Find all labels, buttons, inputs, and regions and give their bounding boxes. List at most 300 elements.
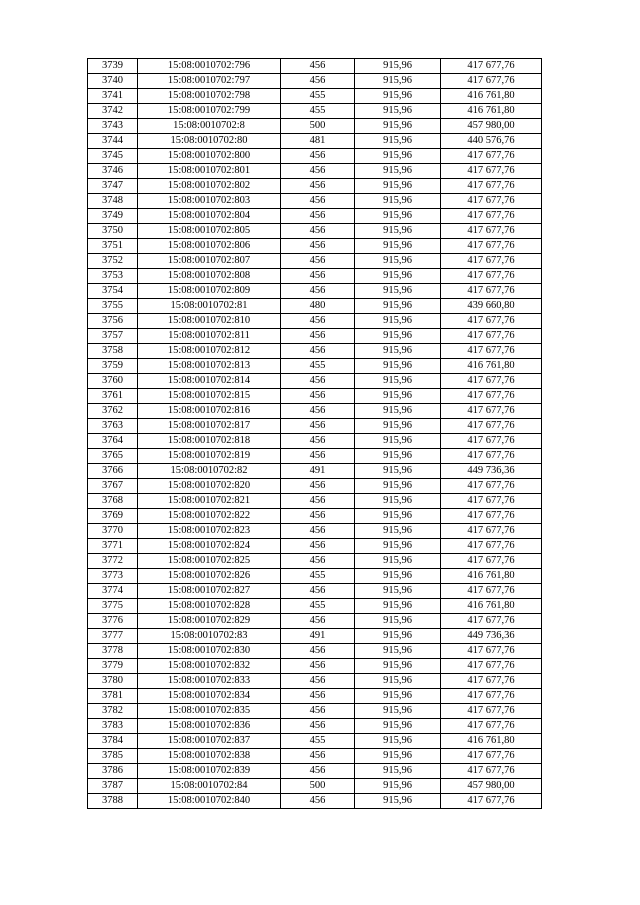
area-cell: 456 bbox=[281, 284, 355, 299]
value-cell: 417 677,76 bbox=[441, 224, 542, 239]
table-row bbox=[88, 794, 542, 809]
rate-cell: 915,96 bbox=[355, 359, 441, 374]
rate-cell: 915,96 bbox=[355, 104, 441, 119]
cadastral-number-cell: 15:08:0010702:80 bbox=[138, 134, 281, 149]
value-cell: 416 761,80 bbox=[441, 104, 542, 119]
cadastral-number-cell: 15:08:0010702:823 bbox=[138, 524, 281, 539]
value-cell: 417 677,76 bbox=[441, 584, 542, 599]
area-cell: 455 bbox=[281, 734, 355, 749]
cadastral-number-cell: 15:08:0010702:817 bbox=[138, 419, 281, 434]
cadastral-number-cell: 15:08:0010702:82 bbox=[138, 464, 281, 479]
table-row bbox=[88, 554, 542, 569]
row-number-cell: 3761 bbox=[88, 389, 138, 404]
value-cell: 416 761,80 bbox=[441, 89, 542, 104]
area-cell: 481 bbox=[281, 134, 355, 149]
table-row bbox=[88, 749, 542, 764]
rate-cell: 915,96 bbox=[355, 644, 441, 659]
area-cell: 480 bbox=[281, 299, 355, 314]
area-cell: 456 bbox=[281, 719, 355, 734]
rate-cell: 915,96 bbox=[355, 509, 441, 524]
cadastral-number-cell: 15:08:0010702:803 bbox=[138, 194, 281, 209]
row-number-cell: 3756 bbox=[88, 314, 138, 329]
cadastral-number-cell: 15:08:0010702:812 bbox=[138, 344, 281, 359]
cadastral-number-cell: 15:08:0010702:805 bbox=[138, 224, 281, 239]
row-number-cell: 3769 bbox=[88, 509, 138, 524]
row-number-cell: 3748 bbox=[88, 194, 138, 209]
cadastral-number-cell: 15:08:0010702:806 bbox=[138, 239, 281, 254]
row-number-cell: 3745 bbox=[88, 149, 138, 164]
area-cell: 456 bbox=[281, 314, 355, 329]
cadastral-number-cell: 15:08:0010702:81 bbox=[138, 299, 281, 314]
area-cell: 456 bbox=[281, 329, 355, 344]
table-row bbox=[88, 629, 542, 644]
rate-cell: 915,96 bbox=[355, 194, 441, 209]
area-cell: 455 bbox=[281, 359, 355, 374]
cadastral-number-cell: 15:08:0010702:832 bbox=[138, 659, 281, 674]
value-cell: 417 677,76 bbox=[441, 554, 542, 569]
value-cell: 417 677,76 bbox=[441, 164, 542, 179]
rate-cell: 915,96 bbox=[355, 74, 441, 89]
rate-cell: 915,96 bbox=[355, 374, 441, 389]
table-row bbox=[88, 104, 542, 119]
value-cell: 417 677,76 bbox=[441, 209, 542, 224]
area-cell: 455 bbox=[281, 89, 355, 104]
cadastral-number-cell: 15:08:0010702:814 bbox=[138, 374, 281, 389]
value-cell: 417 677,76 bbox=[441, 254, 542, 269]
area-cell: 491 bbox=[281, 464, 355, 479]
cadastral-number-cell: 15:08:0010702:836 bbox=[138, 719, 281, 734]
row-number-cell: 3739 bbox=[88, 59, 138, 74]
rate-cell: 915,96 bbox=[355, 389, 441, 404]
table-row bbox=[88, 509, 542, 524]
table-row bbox=[88, 479, 542, 494]
cadastral-number-cell: 15:08:0010702:813 bbox=[138, 359, 281, 374]
table-row bbox=[88, 614, 542, 629]
area-cell: 456 bbox=[281, 479, 355, 494]
value-cell: 417 677,76 bbox=[441, 404, 542, 419]
cadastral-number-cell: 15:08:0010702:810 bbox=[138, 314, 281, 329]
area-cell: 456 bbox=[281, 239, 355, 254]
cadastral-number-cell: 15:08:0010702:824 bbox=[138, 539, 281, 554]
value-cell: 417 677,76 bbox=[441, 509, 542, 524]
area-cell: 456 bbox=[281, 389, 355, 404]
table-row bbox=[88, 764, 542, 779]
rate-cell: 915,96 bbox=[355, 794, 441, 809]
rate-cell: 915,96 bbox=[355, 464, 441, 479]
value-cell: 417 677,76 bbox=[441, 269, 542, 284]
rate-cell: 915,96 bbox=[355, 269, 441, 284]
value-cell: 417 677,76 bbox=[441, 479, 542, 494]
table-row bbox=[88, 449, 542, 464]
table-row bbox=[88, 434, 542, 449]
rate-cell: 915,96 bbox=[355, 449, 441, 464]
row-number-cell: 3771 bbox=[88, 539, 138, 554]
table-body bbox=[88, 59, 542, 809]
value-cell: 416 761,80 bbox=[441, 734, 542, 749]
rate-cell: 915,96 bbox=[355, 524, 441, 539]
area-cell: 456 bbox=[281, 584, 355, 599]
area-cell: 456 bbox=[281, 524, 355, 539]
cadastral-number-cell: 15:08:0010702:808 bbox=[138, 269, 281, 284]
table-row bbox=[88, 389, 542, 404]
cadastral-number-cell: 15:08:0010702:801 bbox=[138, 164, 281, 179]
table-row bbox=[88, 524, 542, 539]
row-number-cell: 3776 bbox=[88, 614, 138, 629]
cadastral-number-cell: 15:08:0010702:796 bbox=[138, 59, 281, 74]
rate-cell: 915,96 bbox=[355, 404, 441, 419]
rate-cell: 915,96 bbox=[355, 584, 441, 599]
area-cell: 456 bbox=[281, 794, 355, 809]
table-row bbox=[88, 299, 542, 314]
cadastral-number-cell: 15:08:0010702:799 bbox=[138, 104, 281, 119]
row-number-cell: 3777 bbox=[88, 629, 138, 644]
row-number-cell: 3784 bbox=[88, 734, 138, 749]
cadastral-number-cell: 15:08:0010702:821 bbox=[138, 494, 281, 509]
area-cell: 455 bbox=[281, 599, 355, 614]
value-cell: 417 677,76 bbox=[441, 749, 542, 764]
table-row bbox=[88, 569, 542, 584]
area-cell: 456 bbox=[281, 539, 355, 554]
value-cell: 417 677,76 bbox=[441, 314, 542, 329]
rate-cell: 915,96 bbox=[355, 479, 441, 494]
area-cell: 456 bbox=[281, 749, 355, 764]
table-row bbox=[88, 404, 542, 419]
area-cell: 456 bbox=[281, 254, 355, 269]
value-cell: 417 677,76 bbox=[441, 389, 542, 404]
cadastral-number-cell: 15:08:0010702:8 bbox=[138, 119, 281, 134]
cadastral-number-cell: 15:08:0010702:804 bbox=[138, 209, 281, 224]
area-cell: 456 bbox=[281, 194, 355, 209]
rate-cell: 915,96 bbox=[355, 254, 441, 269]
table-row bbox=[88, 599, 542, 614]
row-number-cell: 3749 bbox=[88, 209, 138, 224]
value-cell: 416 761,80 bbox=[441, 599, 542, 614]
area-cell: 456 bbox=[281, 644, 355, 659]
row-number-cell: 3772 bbox=[88, 554, 138, 569]
row-number-cell: 3783 bbox=[88, 719, 138, 734]
table-row bbox=[88, 644, 542, 659]
cadastral-number-cell: 15:08:0010702:815 bbox=[138, 389, 281, 404]
table-row bbox=[88, 269, 542, 284]
cadastral-number-cell: 15:08:0010702:829 bbox=[138, 614, 281, 629]
row-number-cell: 3764 bbox=[88, 434, 138, 449]
value-cell: 417 677,76 bbox=[441, 704, 542, 719]
rate-cell: 915,96 bbox=[355, 89, 441, 104]
table-row bbox=[88, 659, 542, 674]
area-cell: 456 bbox=[281, 74, 355, 89]
row-number-cell: 3744 bbox=[88, 134, 138, 149]
row-number-cell: 3757 bbox=[88, 329, 138, 344]
table-row bbox=[88, 539, 542, 554]
cadastral-number-cell: 15:08:0010702:835 bbox=[138, 704, 281, 719]
area-cell: 456 bbox=[281, 674, 355, 689]
cadastral-number-cell: 15:08:0010702:83 bbox=[138, 629, 281, 644]
rate-cell: 915,96 bbox=[355, 704, 441, 719]
area-cell: 456 bbox=[281, 704, 355, 719]
row-number-cell: 3768 bbox=[88, 494, 138, 509]
rate-cell: 915,96 bbox=[355, 59, 441, 74]
area-cell: 491 bbox=[281, 629, 355, 644]
table-row bbox=[88, 59, 542, 74]
cadastral-number-cell: 15:08:0010702:837 bbox=[138, 734, 281, 749]
table-row bbox=[88, 89, 542, 104]
row-number-cell: 3762 bbox=[88, 404, 138, 419]
row-number-cell: 3766 bbox=[88, 464, 138, 479]
value-cell: 457 980,00 bbox=[441, 119, 542, 134]
cadastral-number-cell: 15:08:0010702:838 bbox=[138, 749, 281, 764]
row-number-cell: 3741 bbox=[88, 89, 138, 104]
row-number-cell: 3760 bbox=[88, 374, 138, 389]
value-cell: 417 677,76 bbox=[441, 614, 542, 629]
table-row bbox=[88, 779, 542, 794]
rate-cell: 915,96 bbox=[355, 764, 441, 779]
table-row bbox=[88, 359, 542, 374]
area-cell: 456 bbox=[281, 614, 355, 629]
cadastral-number-cell: 15:08:0010702:800 bbox=[138, 149, 281, 164]
row-number-cell: 3781 bbox=[88, 689, 138, 704]
rate-cell: 915,96 bbox=[355, 179, 441, 194]
table-row bbox=[88, 704, 542, 719]
row-number-cell: 3774 bbox=[88, 584, 138, 599]
cadastral-number-cell: 15:08:0010702:840 bbox=[138, 794, 281, 809]
area-cell: 456 bbox=[281, 59, 355, 74]
table-row bbox=[88, 119, 542, 134]
value-cell: 416 761,80 bbox=[441, 359, 542, 374]
value-cell: 417 677,76 bbox=[441, 539, 542, 554]
table-row bbox=[88, 239, 542, 254]
value-cell: 417 677,76 bbox=[441, 74, 542, 89]
row-number-cell: 3785 bbox=[88, 749, 138, 764]
table-row bbox=[88, 179, 542, 194]
table-row bbox=[88, 284, 542, 299]
cadastral-number-cell: 15:08:0010702:816 bbox=[138, 404, 281, 419]
area-cell: 456 bbox=[281, 509, 355, 524]
area-cell: 456 bbox=[281, 269, 355, 284]
table-row bbox=[88, 674, 542, 689]
rate-cell: 915,96 bbox=[355, 209, 441, 224]
area-cell: 456 bbox=[281, 224, 355, 239]
value-cell: 417 677,76 bbox=[441, 494, 542, 509]
row-number-cell: 3778 bbox=[88, 644, 138, 659]
row-number-cell: 3788 bbox=[88, 794, 138, 809]
area-cell: 456 bbox=[281, 419, 355, 434]
row-number-cell: 3743 bbox=[88, 119, 138, 134]
table-row bbox=[88, 419, 542, 434]
cadastral-number-cell: 15:08:0010702:797 bbox=[138, 74, 281, 89]
area-cell: 456 bbox=[281, 179, 355, 194]
value-cell: 417 677,76 bbox=[441, 434, 542, 449]
row-number-cell: 3773 bbox=[88, 569, 138, 584]
value-cell: 417 677,76 bbox=[441, 329, 542, 344]
area-cell: 500 bbox=[281, 779, 355, 794]
rate-cell: 915,96 bbox=[355, 569, 441, 584]
rate-cell: 915,96 bbox=[355, 599, 441, 614]
rate-cell: 915,96 bbox=[355, 164, 441, 179]
area-cell: 500 bbox=[281, 119, 355, 134]
value-cell: 449 736,36 bbox=[441, 629, 542, 644]
cadastral-number-cell: 15:08:0010702:798 bbox=[138, 89, 281, 104]
cadastral-number-cell: 15:08:0010702:820 bbox=[138, 479, 281, 494]
table-row bbox=[88, 464, 542, 479]
row-number-cell: 3758 bbox=[88, 344, 138, 359]
table-row bbox=[88, 719, 542, 734]
table-row bbox=[88, 254, 542, 269]
table-row bbox=[88, 74, 542, 89]
value-cell: 417 677,76 bbox=[441, 674, 542, 689]
table-row bbox=[88, 134, 542, 149]
table-row bbox=[88, 374, 542, 389]
rate-cell: 915,96 bbox=[355, 614, 441, 629]
area-cell: 456 bbox=[281, 164, 355, 179]
table-row bbox=[88, 584, 542, 599]
cadastral-number-cell: 15:08:0010702:834 bbox=[138, 689, 281, 704]
rate-cell: 915,96 bbox=[355, 344, 441, 359]
cadastral-number-cell: 15:08:0010702:833 bbox=[138, 674, 281, 689]
value-cell: 417 677,76 bbox=[441, 524, 542, 539]
value-cell: 417 677,76 bbox=[441, 659, 542, 674]
cadastral-number-cell: 15:08:0010702:811 bbox=[138, 329, 281, 344]
value-cell: 439 660,80 bbox=[441, 299, 542, 314]
row-number-cell: 3786 bbox=[88, 764, 138, 779]
value-cell: 417 677,76 bbox=[441, 689, 542, 704]
area-cell: 456 bbox=[281, 554, 355, 569]
cadastral-number-cell: 15:08:0010702:830 bbox=[138, 644, 281, 659]
cadastral-number-cell: 15:08:0010702:818 bbox=[138, 434, 281, 449]
rate-cell: 915,96 bbox=[355, 434, 441, 449]
table-row bbox=[88, 149, 542, 164]
cadastral-number-cell: 15:08:0010702:809 bbox=[138, 284, 281, 299]
row-number-cell: 3750 bbox=[88, 224, 138, 239]
row-number-cell: 3752 bbox=[88, 254, 138, 269]
row-number-cell: 3754 bbox=[88, 284, 138, 299]
cadastral-number-cell: 15:08:0010702:807 bbox=[138, 254, 281, 269]
rate-cell: 915,96 bbox=[355, 299, 441, 314]
value-cell: 417 677,76 bbox=[441, 644, 542, 659]
rate-cell: 915,96 bbox=[355, 119, 441, 134]
cadastral-number-cell: 15:08:0010702:827 bbox=[138, 584, 281, 599]
table-row bbox=[88, 164, 542, 179]
value-cell: 449 736,36 bbox=[441, 464, 542, 479]
value-cell: 417 677,76 bbox=[441, 419, 542, 434]
value-cell: 457 980,00 bbox=[441, 779, 542, 794]
rate-cell: 915,96 bbox=[355, 719, 441, 734]
cadastral-table bbox=[87, 58, 542, 809]
rate-cell: 915,96 bbox=[355, 224, 441, 239]
area-cell: 456 bbox=[281, 659, 355, 674]
rate-cell: 915,96 bbox=[355, 629, 441, 644]
rate-cell: 915,96 bbox=[355, 329, 441, 344]
area-cell: 456 bbox=[281, 344, 355, 359]
row-number-cell: 3775 bbox=[88, 599, 138, 614]
row-number-cell: 3740 bbox=[88, 74, 138, 89]
value-cell: 417 677,76 bbox=[441, 764, 542, 779]
value-cell: 417 677,76 bbox=[441, 179, 542, 194]
rate-cell: 915,96 bbox=[355, 494, 441, 509]
rate-cell: 915,96 bbox=[355, 659, 441, 674]
row-number-cell: 3765 bbox=[88, 449, 138, 464]
row-number-cell: 3782 bbox=[88, 704, 138, 719]
row-number-cell: 3747 bbox=[88, 179, 138, 194]
area-cell: 456 bbox=[281, 764, 355, 779]
value-cell: 417 677,76 bbox=[441, 59, 542, 74]
area-cell: 456 bbox=[281, 434, 355, 449]
cadastral-number-cell: 15:08:0010702:828 bbox=[138, 599, 281, 614]
value-cell: 417 677,76 bbox=[441, 149, 542, 164]
value-cell: 417 677,76 bbox=[441, 449, 542, 464]
area-cell: 456 bbox=[281, 404, 355, 419]
cadastral-number-cell: 15:08:0010702:822 bbox=[138, 509, 281, 524]
rate-cell: 915,96 bbox=[355, 689, 441, 704]
table-row bbox=[88, 344, 542, 359]
table-row bbox=[88, 734, 542, 749]
value-cell: 417 677,76 bbox=[441, 344, 542, 359]
value-cell: 417 677,76 bbox=[441, 239, 542, 254]
row-number-cell: 3746 bbox=[88, 164, 138, 179]
rate-cell: 915,96 bbox=[355, 779, 441, 794]
area-cell: 455 bbox=[281, 569, 355, 584]
cadastral-number-cell: 15:08:0010702:825 bbox=[138, 554, 281, 569]
cadastral-number-cell: 15:08:0010702:84 bbox=[138, 779, 281, 794]
table-row bbox=[88, 494, 542, 509]
row-number-cell: 3755 bbox=[88, 299, 138, 314]
area-cell: 455 bbox=[281, 104, 355, 119]
value-cell: 417 677,76 bbox=[441, 719, 542, 734]
cadastral-number-cell: 15:08:0010702:802 bbox=[138, 179, 281, 194]
rate-cell: 915,96 bbox=[355, 149, 441, 164]
value-cell: 417 677,76 bbox=[441, 194, 542, 209]
cadastral-number-cell: 15:08:0010702:819 bbox=[138, 449, 281, 464]
rate-cell: 915,96 bbox=[355, 734, 441, 749]
row-number-cell: 3767 bbox=[88, 479, 138, 494]
row-number-cell: 3779 bbox=[88, 659, 138, 674]
row-number-cell: 3751 bbox=[88, 239, 138, 254]
cadastral-number-cell: 15:08:0010702:826 bbox=[138, 569, 281, 584]
rate-cell: 915,96 bbox=[355, 239, 441, 254]
value-cell: 417 677,76 bbox=[441, 794, 542, 809]
row-number-cell: 3787 bbox=[88, 779, 138, 794]
area-cell: 456 bbox=[281, 209, 355, 224]
row-number-cell: 3753 bbox=[88, 269, 138, 284]
area-cell: 456 bbox=[281, 449, 355, 464]
rate-cell: 915,96 bbox=[355, 419, 441, 434]
area-cell: 456 bbox=[281, 149, 355, 164]
area-cell: 456 bbox=[281, 494, 355, 509]
rate-cell: 915,96 bbox=[355, 539, 441, 554]
cadastral-number-cell: 15:08:0010702:839 bbox=[138, 764, 281, 779]
value-cell: 417 677,76 bbox=[441, 284, 542, 299]
row-number-cell: 3759 bbox=[88, 359, 138, 374]
rate-cell: 915,96 bbox=[355, 554, 441, 569]
rate-cell: 915,96 bbox=[355, 674, 441, 689]
rate-cell: 915,96 bbox=[355, 749, 441, 764]
table-row bbox=[88, 689, 542, 704]
rate-cell: 915,96 bbox=[355, 284, 441, 299]
area-cell: 456 bbox=[281, 374, 355, 389]
area-cell: 456 bbox=[281, 689, 355, 704]
row-number-cell: 3770 bbox=[88, 524, 138, 539]
value-cell: 417 677,76 bbox=[441, 374, 542, 389]
value-cell: 440 576,76 bbox=[441, 134, 542, 149]
row-number-cell: 3780 bbox=[88, 674, 138, 689]
table-row bbox=[88, 314, 542, 329]
rate-cell: 915,96 bbox=[355, 314, 441, 329]
rate-cell: 915,96 bbox=[355, 134, 441, 149]
table-row bbox=[88, 329, 542, 344]
table-row bbox=[88, 194, 542, 209]
row-number-cell: 3742 bbox=[88, 104, 138, 119]
value-cell: 416 761,80 bbox=[441, 569, 542, 584]
row-number-cell: 3763 bbox=[88, 419, 138, 434]
